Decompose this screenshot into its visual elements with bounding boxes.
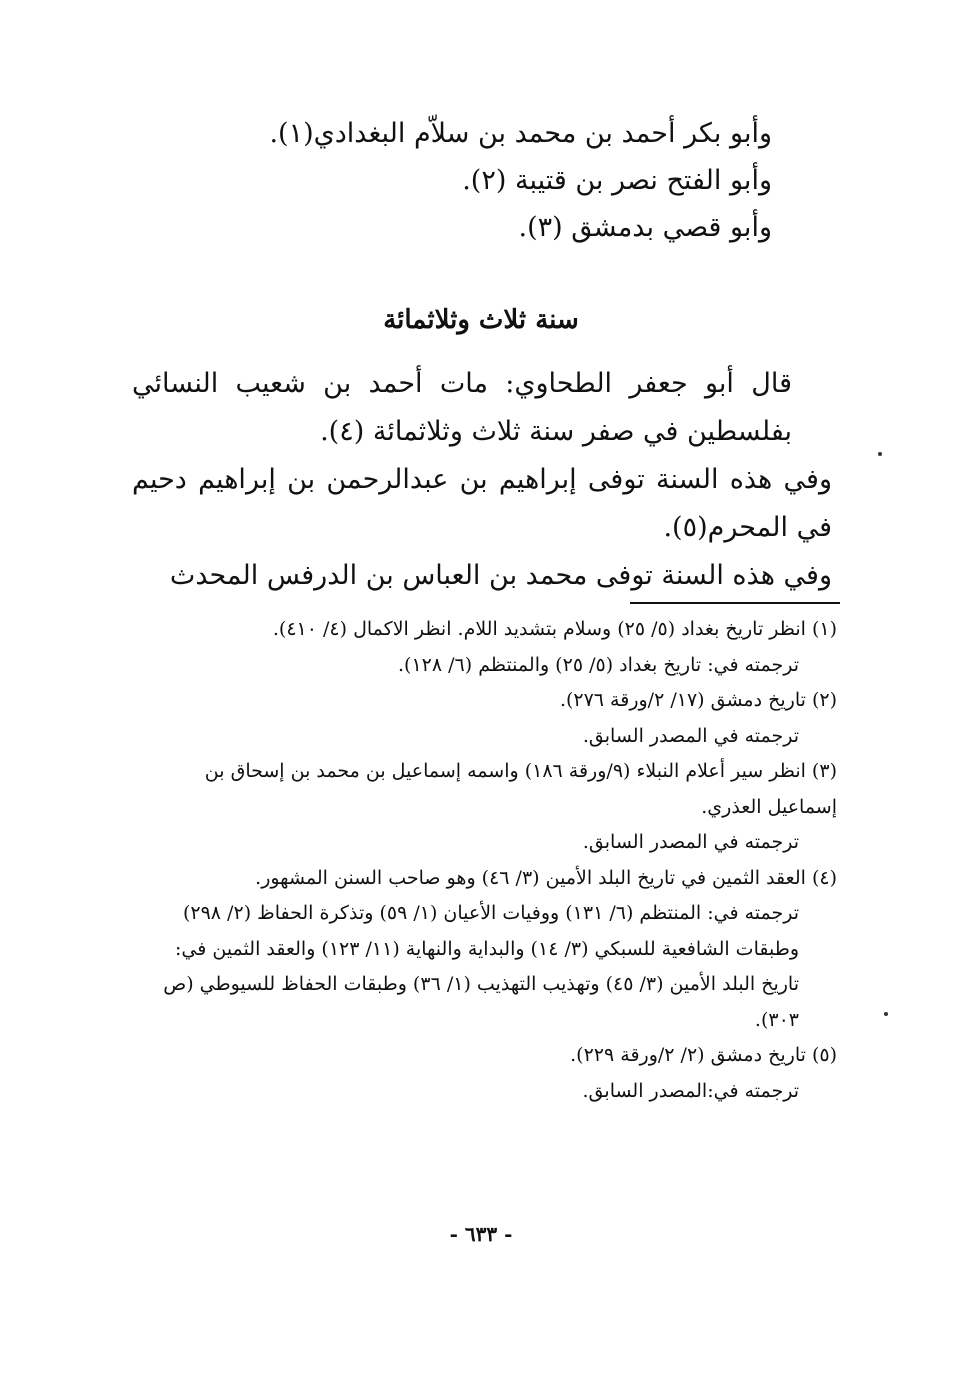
body-paragraph: وفي هذه السنة توفى محمد بن العباس بن الدرفس المحدث [169, 560, 832, 591]
footnotes [132, 612, 837, 1109]
footnote: (٢) تاريخ دمشق (١٧/ ٢/ورقة ٢٧٦). [559, 689, 837, 711]
footnote-divider [630, 602, 840, 604]
body-paragraph: وفي هذه السنة توفى إبراهيم بن عبدالرحمن بن إبراهيم دحيم في المحرم(٥). [132, 464, 832, 543]
footnote: (١) انظر تاريخ بغداد (٥/ ٢٥) وسلام بتشديد اللام. انظر الاكمال (٤/ ٤١٠). [272, 618, 837, 640]
intro-line: وأبو قصي بدمشق (٣). [518, 212, 772, 243]
intro-list [212, 110, 772, 251]
footnote-biography: ترجمته في:المصدر السابق. [582, 1079, 799, 1102]
scan-speck [884, 1012, 888, 1016]
footnote-biography: ترجمته في: المنتظم (٦/ ١٣١) ووفيات الأعيان (١/ ٥٩) وتذكرة الحفاظ (٢/ ٢٩٨) وطبقات الشافعية للسبكي (٣/ ١٤) والبداية والنهاية (١١/ ١٢٣) والعقد الثمين في: تاريخ البلد الأمين (٣/ ٤٥) وتهذيب التهذيب (١/ ٣٦) وطبقات الحفاظ للسيوطي (ص ٣٠٣). [163, 902, 799, 1031]
section-heading: سنة ثلاث وثلاثمائة [383, 305, 579, 335]
page-number: - ٦٣٣ - [449, 1222, 513, 1246]
footnote-biography: ترجمته في المصدر السابق. [582, 831, 799, 853]
intro-line: وأبو بكر أحمد بن محمد بن سلاّم البغدادي(١). [269, 118, 772, 149]
footnote-biography: ترجمته في: تاريخ بغداد (٥/ ٢٥) والمنتظم (٦/ ١٢٨). [398, 653, 799, 676]
scan-speck [878, 452, 882, 456]
body-paragraph: قال أبو جعفر الطحاوي: مات أحمد بن شعيب النسائي بفلسطين في صفر سنة ثلاث وثلاثمائة (٤). [132, 368, 792, 447]
footnote: (٤) العقد الثمين في تاريخ البلد الأمين (٣/ ٤٦) وهو صاحب السنن المشهور. [255, 866, 837, 889]
intro-line: وأبو الفتح نصر بن قتيبة (٢). [462, 165, 772, 196]
footnote-biography: ترجمته في المصدر السابق. [582, 724, 799, 747]
footnote: (٣) انظر سير أعلام النبلاء (٩/ورقة ١٨٦) واسمه إسماعيل بن محمد بن إسحاق بن إسماعيل العذري. [204, 760, 837, 818]
footnote: (٥) تاريخ دمشق (٢/ ٢/ورقة ٢٢٩). [570, 1044, 837, 1066]
main-text [132, 360, 832, 600]
